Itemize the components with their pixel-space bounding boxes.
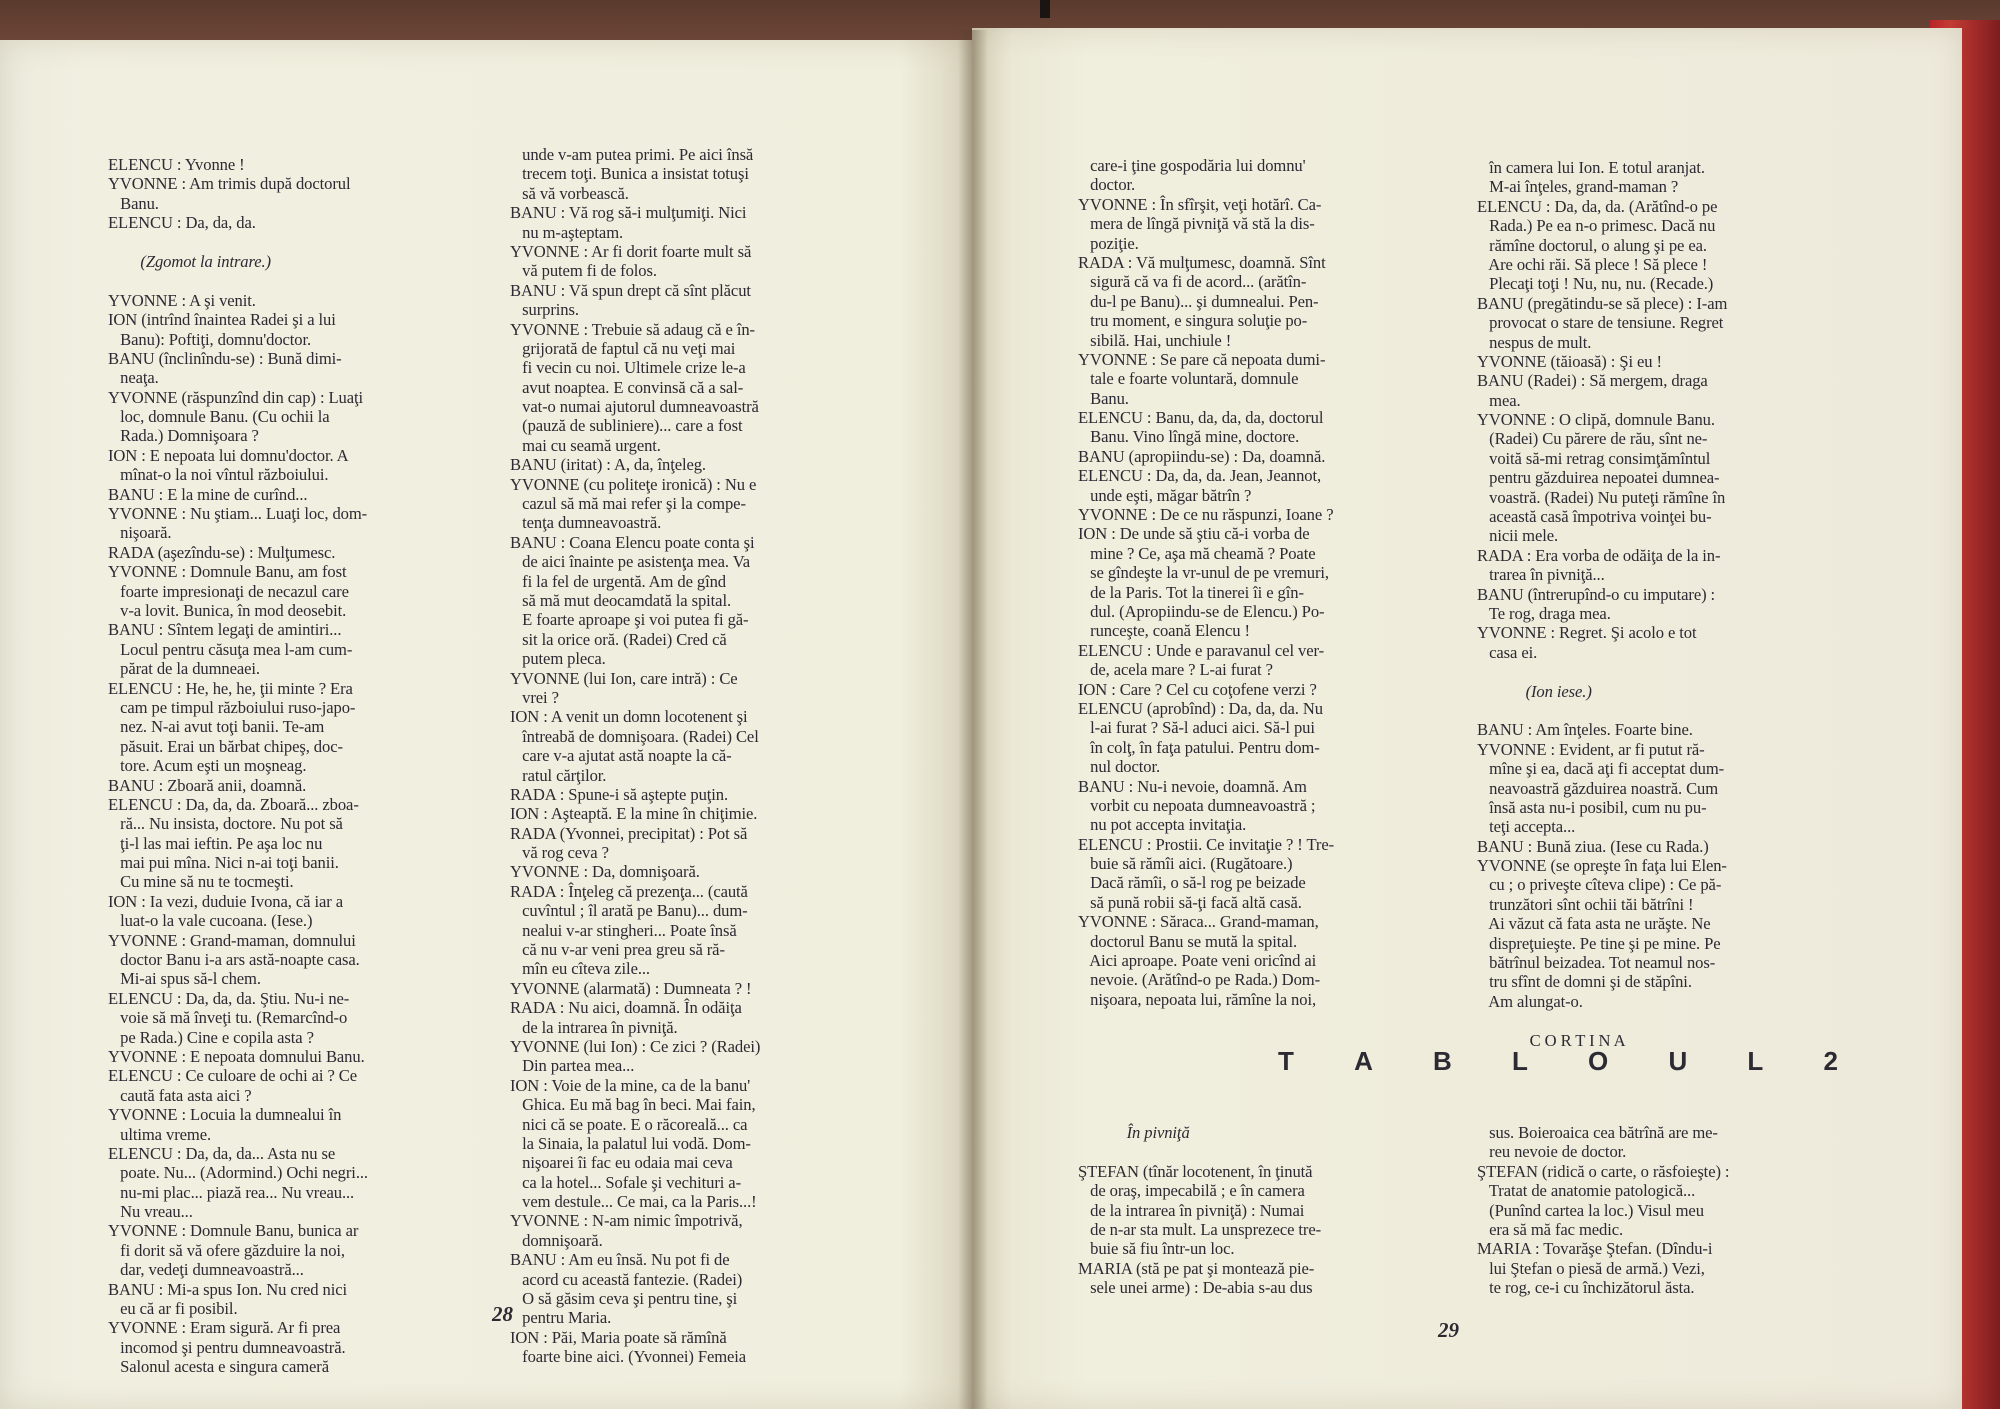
text-line: BANU : Nu-i nevoie, doamnă. Am xyxy=(1078,776,1307,796)
text-line: BANU : E la mine de curînd... xyxy=(108,484,308,504)
text-line: pentru găzduirea nepoatei dumnea- xyxy=(1477,468,1720,488)
text-line: ION : Care ? Cel cu coţofene verzi ? xyxy=(1078,679,1317,699)
text-line: vă rog ceva ? xyxy=(510,843,609,863)
text-line: YVONNE (tăioasă) : Şi eu ! xyxy=(1477,351,1662,371)
text-line: era să mă fac medic. xyxy=(1477,1219,1624,1239)
text-line: surprins. xyxy=(510,300,579,320)
text-line: O să găsim ceva şi pentru tine, şi xyxy=(510,1289,738,1309)
text-line: v-a lovit. Bunica, în mod deosebit. xyxy=(108,600,347,620)
text-line: Te rog, draga mea. xyxy=(1477,603,1611,623)
tablou-letter: U xyxy=(1668,1046,1688,1076)
text-line: Aici aproape. Poate veni oricînd ai xyxy=(1078,951,1317,971)
text-line: du-l pe Banu)... şi dumnealui. Pen- xyxy=(1078,291,1319,311)
text-line: Ai văzut că fata asta ne urăşte. Ne xyxy=(1477,914,1711,934)
text-line: caută fata asta aici ? xyxy=(108,1085,252,1105)
text-line: nici că se poate. E o răcoreală... ca xyxy=(510,1114,748,1134)
text-line: (Radei) Cu părere de rău, sînt ne- xyxy=(1477,429,1708,449)
text-line: nu-mi plac... piază rea... Nu vreau... xyxy=(108,1182,355,1202)
text-line: YVONNE (lui Ion, care intră) : Ce xyxy=(510,668,738,688)
text-line: tru sfînt de domni şi de stăpîni. xyxy=(1477,972,1692,992)
text-line: Banu. xyxy=(108,193,159,213)
text-line: neaţa. xyxy=(108,368,159,388)
text-line: ELENCU (aprobînd) : Da, da, da. Nu xyxy=(1078,698,1323,718)
text-line: ELENCU : Ce culoare de ochi ai ? Ce xyxy=(108,1066,358,1086)
text-line: nespus de mult. xyxy=(1477,332,1592,352)
text-line: Nu vreau... xyxy=(108,1202,193,1222)
text-line: bătrînul beizadea. Tot neamul nos- xyxy=(1477,953,1716,973)
text-line: buie să rămîi aici. (Rugătoare.) xyxy=(1078,854,1293,874)
tablou-letter: L xyxy=(1511,1046,1528,1076)
text-line: de aici înainte pe asistenţa mea. Va xyxy=(510,552,750,572)
text-line: reu nevoie de doctor. xyxy=(1477,1142,1627,1162)
tablou-letter: O xyxy=(1588,1046,1609,1076)
text-line: în colţ, în faţa patului. Pentru dom- xyxy=(1078,737,1320,757)
text-line: ţi-l las mai ieftin. Pe aşa loc nu xyxy=(108,833,323,853)
text-line: doctor Banu i-a ars astă-noapte casa. xyxy=(108,950,360,970)
text-line: se gîndeşte la vr-unul de pe vremuri, xyxy=(1078,563,1329,583)
text-line: de la intrarea în pivniţă) : Numai xyxy=(1078,1200,1305,1220)
text-line: YVONNE (răspunzînd din cap) : Luaţi xyxy=(108,387,364,407)
text-line: ION (intrînd înaintea Radei şi a lui xyxy=(108,310,336,330)
text-line: BANU : Zboară anii, doamnă. xyxy=(108,775,307,795)
text-line: nicii mele. xyxy=(1477,526,1559,546)
text-line: ION : A venit un domn locotenent şi xyxy=(510,707,748,727)
text-line: dul. (Apropiindu-se de Elencu.) Po- xyxy=(1078,601,1325,621)
text-line: RADA : Înţeleg că prezenţa... (caută xyxy=(510,881,748,901)
text-line: teţi accepta... xyxy=(1477,817,1576,837)
right-page-column-2 xyxy=(1477,158,1727,1050)
text-line: YVONNE : Se pare că nepoata dumi- xyxy=(1078,349,1326,369)
text-line: YVONNE : O clipă, domnule Banu. xyxy=(1477,410,1715,430)
text-line: ION : Ia vezi, duduie Ivona, că iar a xyxy=(108,891,343,911)
text-line: voastră. (Radei) Nu puteţi rămîne în xyxy=(1477,487,1726,507)
text-line: eu că ar fi posibil. xyxy=(108,1299,238,1319)
text-line: ELENCU : Da, da, da. Jean, Jeannot, xyxy=(1078,466,1322,486)
text-line: tru moment, e singura soluţie po- xyxy=(1078,311,1308,331)
text-line: ELENCU : Da, da, da. Ştiu. Nu-i ne- xyxy=(108,988,350,1008)
text-line: pentru Maria. xyxy=(510,1308,612,1328)
scene2-column-1 xyxy=(1078,1123,1321,1298)
text-line: Banu): Poftiţi, domnu'doctor. xyxy=(108,329,312,349)
text-line: cuvîntul ; îl arată pe Banu)... dum- xyxy=(510,901,748,921)
page-number-left: 28 xyxy=(492,1302,513,1326)
text-line: (Zgomot la intrare.) xyxy=(108,251,271,271)
text-line: care v-a ajutat astă noapte la că- xyxy=(510,746,732,766)
text-line: MARIA : Tovarăşe Ştefan. (Dîndu-i xyxy=(1477,1239,1713,1259)
text-line: voită să-mi retrag consimţămîntul xyxy=(1477,448,1711,468)
text-line: YVONNE : De ce nu răspunzi, Ioane ? xyxy=(1078,505,1334,525)
tablou-letter: T xyxy=(1278,1046,1294,1076)
text-line: Banu. Vino lîngă mine, doctore. xyxy=(1078,427,1300,447)
text-line: BANU : Am înţeles. Foarte bine. xyxy=(1477,720,1693,740)
text-line: RADA : Vă mulţumesc, doamnă. Sînt xyxy=(1078,252,1326,272)
text-line: BANU : Sîntem legaţi de amintiri... xyxy=(108,620,342,640)
text-line: loc, domnule Banu. (Cu ochii la xyxy=(108,407,330,427)
text-line: ră... Nu insista, doctore. Nu pot să xyxy=(108,814,343,834)
text-line: ELENCU : Da, da, da. xyxy=(108,213,256,233)
text-line: ELENCU : Unde e paravanul cel ver- xyxy=(1078,640,1324,660)
text-line: cu ; o priveşte cîteva clipe) : Ce pă- xyxy=(1477,875,1722,895)
text-line: RADA : Nu aici, doamnă. În odăiţa xyxy=(510,998,742,1018)
text-line: BANU : Coana Elencu poate conta şi xyxy=(510,532,755,552)
text-line: YVONNE (alarmată) : Dumneata ? ! xyxy=(510,978,752,998)
text-line: ELENCU : Banu, da, da, da, doctorul xyxy=(1078,408,1324,428)
text-line: nul doctor. xyxy=(1078,757,1161,777)
tablou-letter: A xyxy=(1354,1046,1373,1076)
text-line: sigură că va fi de acord... (arătîn- xyxy=(1078,272,1307,292)
text-line: YVONNE (cu politeţe ironică) : Nu e xyxy=(510,474,757,494)
text-line: BANU : Bună ziua. (Iese cu Rada.) xyxy=(1477,836,1709,856)
text-line: tale e foarte voluntară, domnule xyxy=(1078,369,1299,389)
scene2-column-2 xyxy=(1477,1123,1729,1298)
text-line: YVONNE : Trebuie să adaug că e în- xyxy=(510,319,755,339)
left-page-column-2 xyxy=(510,145,760,1367)
text-line: mine ? Ce, aşa mă cheamă ? Poate xyxy=(1078,543,1316,563)
right-page xyxy=(972,28,1962,1409)
text-line: sibilă. Hai, unchiule ! xyxy=(1078,330,1232,350)
text-line: rămîne doctorul, o alung şi pe ea. xyxy=(1477,235,1707,255)
text-line: acord cu această fantezie. (Radei) xyxy=(510,1269,743,1289)
text-line: poate. Nu... (Adormind.) Ochi negri... xyxy=(108,1163,368,1183)
text-line: fi la fel de urgentă. Am de gînd xyxy=(510,571,727,591)
text-line: incomod şi pentru dumneavoastră. xyxy=(108,1337,346,1357)
left-page-column-1 xyxy=(108,155,368,1377)
text-line: RADA : Spune-i să aştepte puţin. xyxy=(510,784,729,804)
text-line: nealui v-ar stingheri... Poate însă xyxy=(510,920,737,940)
text-line: YVONNE : Evident, ar fi putut ră- xyxy=(1477,739,1705,759)
text-line: nişoara, nepoata lui, rămîne la noi, xyxy=(1078,989,1317,1009)
text-line: această casă împotriva voinţei bu- xyxy=(1477,507,1712,527)
right-page-column-1 xyxy=(1078,156,1334,1009)
text-line: mîne şi ea, dacă aţi fi acceptat dum- xyxy=(1477,759,1725,779)
text-line: ION : De unde să ştiu că-i vorba de xyxy=(1078,524,1310,544)
text-line: nu m-aşteptam. xyxy=(510,222,624,242)
text-line: ultima vreme. xyxy=(108,1124,212,1144)
text-line: YVONNE : Am trimis după doctorul xyxy=(108,174,351,194)
text-line: E foarte aproape şi voi putea fi gă- xyxy=(510,610,749,630)
text-line: poziţie. xyxy=(1078,233,1139,253)
text-line: luat-o la vale cucoana. (Iese.) xyxy=(108,911,313,931)
text-line: să pună robii să-ţi facă altă casă. xyxy=(1078,892,1302,912)
text-line: mai pui mîna. Nici n-ai toţi banii. xyxy=(108,853,339,873)
text-line: foarte impresionaţi de necazul care xyxy=(108,581,349,601)
book-spine xyxy=(958,30,988,1409)
text-line xyxy=(1477,701,1727,720)
text-line: YVONNE : Eram sigură. Ar fi prea xyxy=(108,1318,341,1338)
page-number-right: 29 xyxy=(1438,1318,1459,1342)
text-line: (pauză de subliniere)... care a fost xyxy=(510,416,743,436)
text-line: neavoastră găzduirea noastră. Cum xyxy=(1477,778,1719,798)
text-line: vorbit cu nepoata dumneavoastră ; xyxy=(1078,795,1316,815)
text-line: ELENCU : Yvonne ! xyxy=(108,155,245,174)
text-line: BANU : Vă spun drept că sînt plăcut xyxy=(510,280,751,300)
text-line: YVONNE : Domnule Banu, bunica ar xyxy=(108,1221,359,1241)
text-line: Tratat de anatomie patologică... xyxy=(1477,1181,1696,1201)
text-line: YVONNE : Locuia la dumnealui în xyxy=(108,1105,342,1125)
text-line: grijorată de faptul că nu veţi mai xyxy=(510,338,736,358)
text-line xyxy=(1477,1011,1727,1030)
text-line: vem destule... Ce mai, ca la Paris...! xyxy=(510,1192,757,1212)
text-line: vă putem fi de folos. xyxy=(510,261,657,281)
text-line: sit la orice oră. (Radei) Cred că xyxy=(510,629,727,649)
text-line xyxy=(108,271,368,290)
text-line: Salonul acesta e singura cameră xyxy=(108,1357,329,1377)
text-line: te rog, ce-i cu închizătorul ăsta. xyxy=(1477,1278,1695,1298)
text-line: Din partea mea... xyxy=(510,1056,635,1076)
text-line: trunzători sînt ochii tăi bătrîni ! xyxy=(1477,894,1694,914)
text-line: foarte bine aici. (Yvonnei) Femeia xyxy=(510,1347,747,1367)
text-line: ION : Păi, Maria poate să rămînă xyxy=(510,1327,727,1347)
text-line: YVONNE : Da, domnişoară. xyxy=(510,862,700,882)
text-line: nevoie. (Arătînd-o pe Rada.) Dom- xyxy=(1078,970,1321,990)
text-line: dar, vedeţi dumneavoastră... xyxy=(108,1260,304,1280)
text-line: voie să mă înveţi tu. (Remarcînd-o xyxy=(108,1008,348,1028)
text-line: mera de lîngă pivniţă vă stă la dis- xyxy=(1078,214,1315,234)
text-line: ELENCU : Da, da, da. (Arătînd-o pe xyxy=(1477,196,1718,216)
text-line: BANU : Mi-a spus Ion. Nu cred nici xyxy=(108,1279,348,1299)
text-line: care-i ţine gospodăria lui domnu' xyxy=(1078,156,1306,175)
text-line: să vă vorbească. xyxy=(510,183,629,203)
text-line: putem pleca. xyxy=(510,649,606,669)
text-line: nişoară. xyxy=(108,523,172,543)
text-line: C O R T I N A xyxy=(1477,1030,1626,1050)
tablou-letter: 2 xyxy=(1823,1046,1838,1076)
text-line: YVONNE : N-am nimic împotrivă, xyxy=(510,1211,743,1231)
text-line: ca la hotel... Sofale şi vechituri a- xyxy=(510,1172,741,1192)
text-line: unde v-am putea primi. Pe aici însă xyxy=(510,145,754,164)
text-line: fi dorit să vă ofere găzduire la noi, xyxy=(108,1240,345,1260)
text-line: Ghica. Eu mă bag în beci. Mai fain, xyxy=(510,1095,756,1115)
text-line: YVONNE (se opreşte în faţa lui Elen- xyxy=(1477,856,1727,876)
text-line: ELENCU : He, he, he, ţii minte ? Era xyxy=(108,678,353,698)
text-line: YVONNE : În sfîrşit, veţi hotărî. Ca- xyxy=(1078,194,1322,214)
text-line: de la Paris. Tot la tinerei îi e gîn- xyxy=(1078,582,1304,602)
text-line xyxy=(1477,662,1727,681)
text-line: mîn eu cîteva zile... xyxy=(510,959,650,979)
text-line: ION : E nepoata lui domnu'doctor. A xyxy=(108,445,349,465)
text-line: YVONNE : Grand-maman, domnului xyxy=(108,930,356,950)
text-line: unde eşti, măgar bătrîn ? xyxy=(1078,485,1252,505)
text-line: BANU (Radei) : Să mergem, draga xyxy=(1477,371,1708,391)
text-line: însă asta nu-i posibil, cum nu pu- xyxy=(1477,797,1707,817)
text-line: părat de la dumneaei. xyxy=(108,659,260,679)
text-line: l-ai furat ? Să-l aduci aici. Să-l pui xyxy=(1078,718,1315,738)
text-line: BANU (apropiindu-se) : Da, doamnă. xyxy=(1078,446,1326,466)
text-line: de, acela mare ? L-ai furat ? xyxy=(1078,660,1273,680)
text-line: BANU (pregătindu-se să plece) : I-am xyxy=(1477,293,1728,313)
text-line xyxy=(1078,1142,1321,1161)
text-line: Rada.) Domnişoara ? xyxy=(108,426,259,446)
text-line: tenţa dumneavoastră. xyxy=(510,513,662,533)
text-line: de n-ar sta mult. La unsprezece tre- xyxy=(1078,1219,1322,1239)
text-line: ELENCU : Da, da, da. Zboară... zboa- xyxy=(108,794,359,814)
text-line: trarea în pivniţă... xyxy=(1477,565,1605,585)
text-line: Banu. xyxy=(1078,388,1129,408)
text-line: Locul pentru căsuţa mea l-am cum- xyxy=(108,639,353,659)
tablou-letter: B xyxy=(1433,1046,1452,1076)
tablou-letter: L xyxy=(1747,1046,1764,1076)
text-line: BANU : Vă rog să-i mulţumiţi. Nici xyxy=(510,203,747,223)
text-line: Dacă rămîi, o să-l rog pe beizade xyxy=(1078,873,1306,893)
text-line: mai cu seamă urgent. xyxy=(510,435,661,455)
text-line: sus. Boieroaica cea bătrînă are me- xyxy=(1477,1123,1718,1142)
text-line: M-ai înţeles, grand-maman ? xyxy=(1477,177,1679,197)
text-line: ELENCU : Da, da, da... Asta nu se xyxy=(108,1143,336,1163)
text-line: (Ion iese.) xyxy=(1477,681,1592,701)
text-line: Cu mine să nu te tocmeşti. xyxy=(108,872,294,892)
text-line: ŞTEFAN (tînăr locotenent, în ţinută xyxy=(1078,1161,1313,1181)
text-line: YVONNE : Ar fi dorit foarte mult să xyxy=(510,241,752,261)
text-line: BANU : Am eu însă. Nu pot fi de xyxy=(510,1250,730,1270)
text-line: lui Ştefan o piesă de armă.) Vezi, xyxy=(1477,1258,1705,1278)
text-line: cazul să mă mai refer şi la compe- xyxy=(510,494,746,514)
text-line: ELENCU : Prostii. Ce invitaţie ? ! Tre- xyxy=(1078,834,1335,854)
text-line: (Punînd cartea la loc.) Visul meu xyxy=(1477,1200,1704,1220)
text-line: provocat o stare de tensiune. Regret xyxy=(1477,313,1724,333)
text-line: YVONNE (lui Ion) : Ce zici ? (Radei) xyxy=(510,1036,761,1056)
text-line: Rada.) Pe ea n-o primesc. Dacă nu xyxy=(1477,216,1716,236)
text-line: sele unei arme) : De-abia s-au dus xyxy=(1078,1278,1313,1298)
text-line: RADA (Yvonnei, precipitat) : Pot să xyxy=(510,823,748,843)
text-line: nişoarei îi fac eu odaia mai ceva xyxy=(510,1153,733,1173)
text-line: YVONNE : E nepoata domnului Banu. xyxy=(108,1046,365,1066)
text-line: YVONNE : Nu ştiam... Luaţi loc, dom- xyxy=(108,504,368,524)
text-line: fi vecin cu noi. Ultimele crize le-a xyxy=(510,358,746,378)
text-line: să mă mut deocamdată la spital. xyxy=(510,590,732,610)
tablou-heading xyxy=(1278,1046,1838,1076)
text-line: întreabă de domnişoara. (Radei) Cel xyxy=(510,726,759,746)
text-line: ION : Aşteaptă. E la mine în chiţimie. xyxy=(510,804,758,824)
text-line: Mi-ai spus să-l chem. xyxy=(108,969,261,989)
text-line: de oraş, impecabilă ; e în camera xyxy=(1078,1181,1305,1201)
text-line: Are ochi răi. Să plece ! Să plece ! xyxy=(1477,254,1708,274)
text-line: casa ei. xyxy=(1477,642,1538,662)
text-line: nu pot accepta invitaţia. xyxy=(1078,815,1247,835)
text-line: YVONNE : Regret. Şi acolo e tot xyxy=(1477,623,1697,643)
text-line: runceşte, coană Elencu ! xyxy=(1078,621,1250,641)
text-line: Am alungat-o. xyxy=(1477,991,1583,1011)
text-line: mea. xyxy=(1477,390,1521,410)
text-line: de la intrarea în pivniţă. xyxy=(510,1017,678,1037)
text-line: tore. Acum eşti un moşneag. xyxy=(108,756,307,776)
text-line: nez. N-ai avut toţi banii. Te-am xyxy=(108,717,325,737)
text-line: pe Rada.) Cine e copila asta ? xyxy=(108,1027,314,1047)
text-line: avut noaptea. E convinsă că a sal- xyxy=(510,377,744,397)
text-line: YVONNE : Săraca... Grand-maman, xyxy=(1078,912,1319,932)
text-line: Plecaţi toţi ! Nu, nu, nu. (Recade.) xyxy=(1477,274,1714,294)
text-line: vrei ? xyxy=(510,687,559,707)
left-page xyxy=(0,40,972,1409)
text-line: MARIA (stă pe pat şi montează pie- xyxy=(1078,1258,1315,1278)
text-line: doctorul Banu se mută la spital. xyxy=(1078,931,1298,951)
text-line: doctor. xyxy=(1078,175,1136,195)
text-line: buie să fiu într-un loc. xyxy=(1078,1239,1235,1259)
text-line: vat-o numai ajutorul dumneavoastră xyxy=(510,397,759,417)
text-line: În pivniţă xyxy=(1078,1123,1190,1142)
text-line: că nu v-ar veni prea greu să ră- xyxy=(510,940,725,960)
text-line: RADA : Era vorba de odăiţa de la in- xyxy=(1477,545,1721,565)
text-line: păsuit. Erai un bărbat chipeş, doc- xyxy=(108,736,343,756)
text-line: YVONNE : A şi venit. xyxy=(108,290,256,310)
text-line: mînat-o la noi vîntul războiului. xyxy=(108,465,329,485)
text-line: ratul cărţilor. xyxy=(510,765,607,785)
bookmark-ribbon xyxy=(1040,0,1050,18)
text-line: domnişoară. xyxy=(510,1230,603,1250)
text-line: RADA (aşezîndu-se) : Mulţumesc. xyxy=(108,542,336,562)
text-line: la Sinaia, la palatul lui vodă. Dom- xyxy=(510,1133,751,1153)
text-line: BANU (înclinîndu-se) : Bună dimi- xyxy=(108,348,342,368)
text-line: trecem toţi. Bunica a insistat totuşi xyxy=(510,164,749,184)
text-line: BANU (întrerupînd-o cu imputare) : xyxy=(1477,584,1716,604)
text-line: cam pe timpul războiului ruso-japo- xyxy=(108,697,356,717)
text-line: ION : Voie de la mine, ca de la banu' xyxy=(510,1075,751,1095)
text-line: ŞTEFAN (ridică o carte, o răsfoieşte) : xyxy=(1477,1161,1730,1181)
text-line: dispreţuieşte. Pe tine şi pe mine. Pe xyxy=(1477,933,1721,953)
text-line: YVONNE : Domnule Banu, am fost xyxy=(108,562,347,582)
text-line: în camera lui Ion. E totul aranjat. xyxy=(1477,158,1705,177)
text-line xyxy=(108,233,368,252)
text-line: BANU (iritat) : A, da, înţeleg. xyxy=(510,455,706,475)
